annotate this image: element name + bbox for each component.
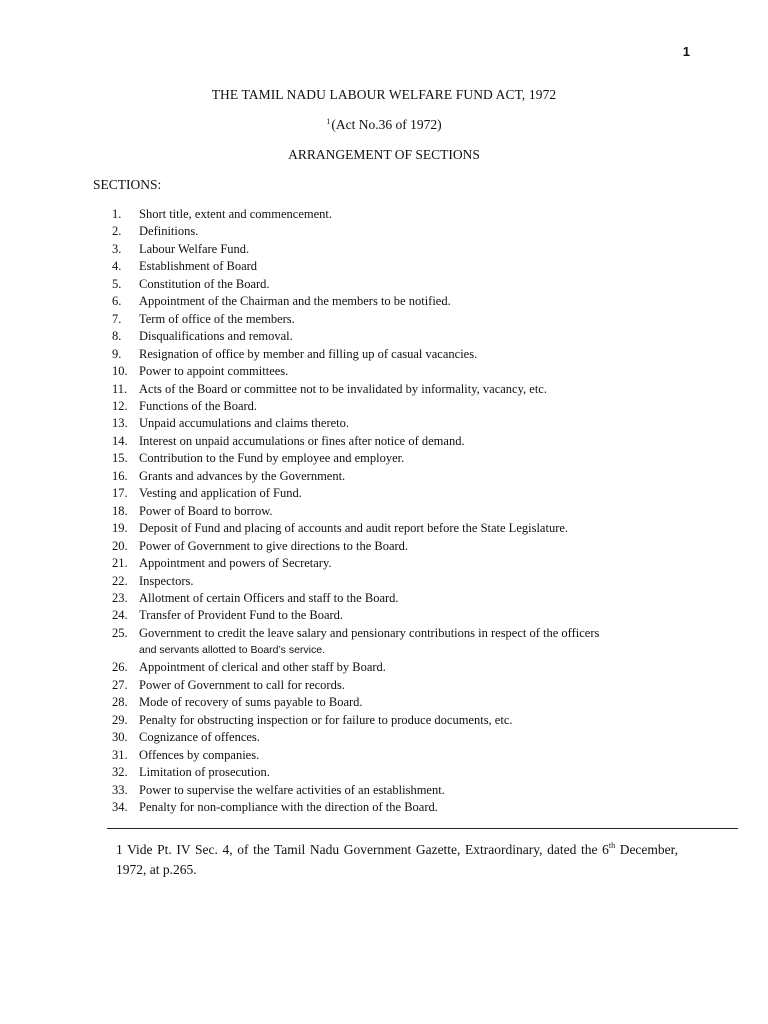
page-number: 1 xyxy=(682,44,690,59)
section-title-block xyxy=(139,433,678,450)
section-title: Resignation of office by member and filling up of casual vacancies. xyxy=(139,346,478,361)
section-item xyxy=(112,363,678,380)
section-title: Appointment and powers of Secretary. xyxy=(139,556,332,571)
section-number: 1. xyxy=(112,207,122,221)
section-item xyxy=(112,747,678,764)
section-title-block xyxy=(139,590,678,607)
section-title-block xyxy=(139,363,678,380)
section-list xyxy=(112,206,678,816)
section-number: 29. xyxy=(112,712,128,727)
section-title-block xyxy=(139,799,678,816)
section-item xyxy=(112,293,678,310)
section-title-block xyxy=(139,625,678,659)
section-item xyxy=(112,555,678,572)
section-item xyxy=(112,398,678,415)
document-title: THE TAMIL NADU LABOUR WELFARE FUND ACT, 1972 xyxy=(211,87,557,102)
section-item xyxy=(112,659,678,676)
footnote-divider xyxy=(107,828,738,829)
section-title-block xyxy=(139,607,678,624)
footnote-text: 1 Vide Pt. IV Sec. 4, of the Tamil Nadu Government Gazette, Extraordinary, dated the 6 xyxy=(116,842,609,857)
section-title-block xyxy=(139,503,678,520)
section-title-block xyxy=(139,677,678,694)
section-title: Short title, extent and commencement. xyxy=(139,207,332,221)
section-title: Power of Board to borrow. xyxy=(139,503,273,518)
section-title-block xyxy=(139,782,678,799)
section-title: Functions of the Board. xyxy=(139,398,258,413)
section-title-block xyxy=(139,694,678,711)
section-number: 6. xyxy=(112,294,122,309)
footnote xyxy=(116,836,678,880)
act-number-text: (Act No.36 of 1972) xyxy=(331,117,442,132)
section-title-block xyxy=(139,520,678,537)
section-title: Grants and advances by the Government. xyxy=(139,468,346,483)
section-title: Unpaid accumulations and claims thereto. xyxy=(139,416,350,431)
footnote-marker: 1 xyxy=(326,117,331,126)
section-number: 3. xyxy=(112,241,122,256)
section-title: Cognizance of offences. xyxy=(139,730,260,745)
sections-label: SECTIONS: xyxy=(93,177,162,192)
section-title: Labour Welfare Fund. xyxy=(139,241,250,256)
section-title-block xyxy=(139,538,678,555)
section-title: Deposit of Fund and placing of accounts and audit report before the State Legislature. xyxy=(139,521,569,536)
section-number: 27. xyxy=(112,677,128,692)
section-number: 23. xyxy=(112,590,128,605)
section-title-block xyxy=(139,764,678,781)
section-item xyxy=(112,729,678,746)
section-number: 9. xyxy=(112,346,122,361)
section-number: 16. xyxy=(112,468,128,483)
section-title-block xyxy=(139,555,678,572)
section-item xyxy=(112,782,678,799)
section-item xyxy=(112,520,678,537)
section-title-block xyxy=(139,415,678,432)
section-item xyxy=(112,276,678,293)
section-title: Definitions. xyxy=(139,224,199,239)
section-number: 13. xyxy=(112,416,128,431)
section-title: Power of Government to call for records. xyxy=(139,677,345,692)
section-number: 10. xyxy=(112,364,128,379)
section-title: Contribution to the Fund by employee and employer. xyxy=(139,451,405,466)
section-number: 18. xyxy=(112,503,128,518)
arrangement-heading: ARRANGEMENT OF SECTIONS xyxy=(288,147,480,162)
section-item xyxy=(112,433,678,450)
section-number: 12. xyxy=(112,398,128,413)
section-number: 14. xyxy=(112,433,128,448)
section-title-block xyxy=(139,712,678,729)
section-item xyxy=(112,311,678,328)
section-item xyxy=(112,206,678,223)
section-item xyxy=(112,590,678,607)
section-title: Allotment of certain Officers and staff to the Board. xyxy=(139,590,399,605)
section-number: 28. xyxy=(112,695,128,710)
section-item xyxy=(112,258,678,275)
section-title-block xyxy=(139,223,678,240)
section-number: 25. xyxy=(112,625,128,640)
section-title: Power of Government to give directions to the Board. xyxy=(139,538,409,553)
footnote-text-end: December, 1972, at p.265. xyxy=(116,842,678,877)
section-number: 21. xyxy=(112,556,128,571)
section-number: 32. xyxy=(112,765,128,780)
section-title-block xyxy=(139,381,678,398)
section-title: Mode of recovery of sums payable to Board. xyxy=(139,695,363,710)
section-item xyxy=(112,607,678,624)
section-item xyxy=(112,573,678,590)
section-title-block xyxy=(139,276,678,293)
section-number: 5. xyxy=(112,276,122,291)
section-title: Offences by companies. xyxy=(139,747,260,762)
section-item xyxy=(112,241,678,258)
section-title: Transfer of Provident Fund to the Board. xyxy=(139,608,344,623)
section-title: Limitation of prosecution. xyxy=(139,765,270,780)
act-number xyxy=(0,117,768,133)
section-title-continuation: and servants allotted to Board’s service. xyxy=(139,644,325,657)
section-title: Establishment of Board xyxy=(139,259,258,274)
section-title: Penalty for obstructing inspection or for failure to produce documents, etc. xyxy=(139,712,513,727)
section-title-block xyxy=(139,346,678,363)
section-title-block xyxy=(139,747,678,764)
section-title: Acts of the Board or committee not to be invalidated by informality, vacancy, etc. xyxy=(139,381,547,396)
section-item xyxy=(112,485,678,502)
section-item xyxy=(112,468,678,485)
section-title: Constitution of the Board. xyxy=(139,276,270,291)
section-title: Power to appoint committees. xyxy=(139,364,289,379)
section-title-block xyxy=(139,258,678,275)
section-title-block xyxy=(139,398,678,415)
section-title: Term of office of the members. xyxy=(139,311,295,326)
section-title: Power to supervise the welfare activities of an establishment. xyxy=(139,782,445,797)
section-number: 17. xyxy=(112,486,128,501)
section-number: 20. xyxy=(112,538,128,553)
section-number: 2. xyxy=(112,224,122,239)
section-item xyxy=(112,799,678,816)
section-title: Appointment of clerical and other staff by Board. xyxy=(139,660,386,675)
section-title-block xyxy=(139,659,678,676)
section-number: 33. xyxy=(112,782,128,797)
section-title: Interest on unpaid accumulations or fines after notice of demand. xyxy=(139,433,465,448)
section-number: 4. xyxy=(112,259,122,274)
section-number: 15. xyxy=(112,451,128,466)
section-title: Government to credit the leave salary and pensionary contributions in respect of the officers xyxy=(139,625,600,640)
section-item xyxy=(112,450,678,467)
section-title-block xyxy=(139,450,678,467)
section-item xyxy=(112,712,678,729)
section-item xyxy=(112,328,678,345)
section-item xyxy=(112,503,678,520)
section-title: Appointment of the Chairman and the members to be notified. xyxy=(139,294,451,309)
section-number: 19. xyxy=(112,521,128,536)
section-title: Penalty for non-compliance with the direction of the Board. xyxy=(139,799,438,814)
section-title-block xyxy=(139,206,678,223)
section-item xyxy=(112,694,678,711)
section-number: 22. xyxy=(112,573,128,588)
section-item xyxy=(112,677,678,694)
section-number: 7. xyxy=(112,311,122,326)
section-item xyxy=(112,381,678,398)
section-number: 8. xyxy=(112,329,122,344)
section-title-block xyxy=(139,729,678,746)
section-title-block xyxy=(139,241,678,258)
section-number: 31. xyxy=(112,747,128,762)
section-number: 24. xyxy=(112,608,128,623)
section-item xyxy=(112,415,678,432)
section-item xyxy=(112,223,678,240)
section-number: 30. xyxy=(112,730,128,745)
section-title: Disqualifications and removal. xyxy=(139,329,293,344)
footnote-superscript: th xyxy=(608,841,616,850)
section-title-block xyxy=(139,311,678,328)
section-title: Inspectors. xyxy=(139,573,194,588)
section-number: 34. xyxy=(112,799,128,814)
section-title-block xyxy=(139,485,678,502)
section-title-block xyxy=(139,293,678,310)
section-item xyxy=(112,538,678,555)
section-title-block xyxy=(139,328,678,345)
section-title-block xyxy=(139,468,678,485)
section-item xyxy=(112,346,678,363)
section-title: Vesting and application of Fund. xyxy=(139,486,302,501)
section-number: 11. xyxy=(112,381,128,396)
section-title-block xyxy=(139,573,678,590)
section-item xyxy=(112,625,678,659)
section-number: 26. xyxy=(112,660,128,675)
section-item xyxy=(112,764,678,781)
